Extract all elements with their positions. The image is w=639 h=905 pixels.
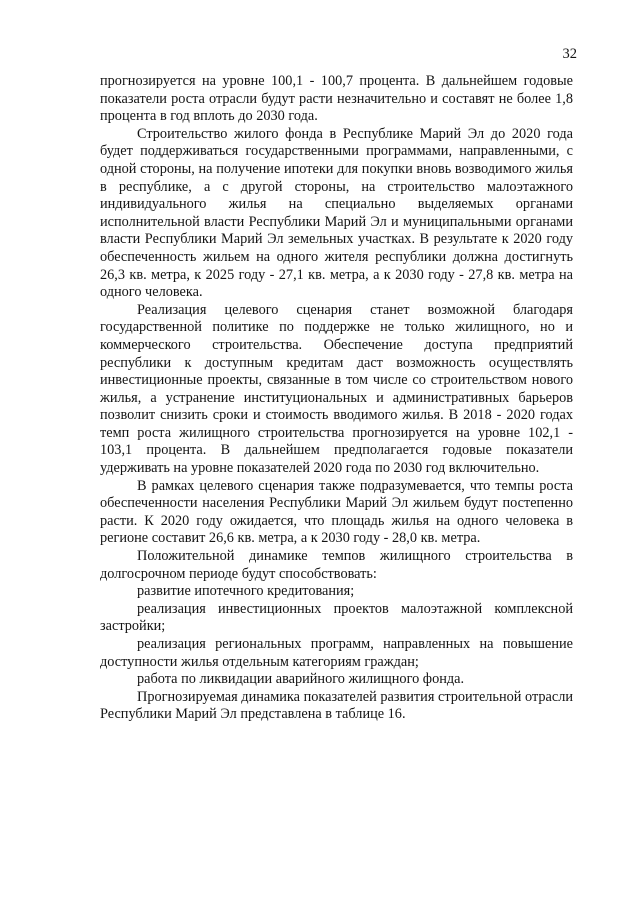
document-body [100, 73, 573, 724]
list-item-emergency-housing: работа по ликвидации аварийного жилищного фонда. [137, 671, 465, 688]
list-item-investment-projects: реализация инвестиционных проектов малоэтажной комплексной застройки; [100, 600, 573, 635]
paragraph-closing: Прогнозируемая динамика показателей развития строительной отрасли Республики Марий Эл представлена в таблице 16. [100, 688, 573, 723]
paragraph-target-scenario: Реализация целевого сценария станет возможной благодаря государственной политике по поддержке не только жилищного, но и коммерческого строительства. Обеспечение доступа предприятий республики к доступным кредитам даст возможность осуществлять инвестиционные проекты, связанные в том числе со строительством нового жилья, а устранение институциональных и административных барьеров позволит снизить сроки и стоимость вводимого жилья. В 2018 - 2020 годах темп роста жилищного строительства прогнозируется на уровне 102,1 - 103,1 процента. В дальнейшем предполагается годовые показатели удерживать на уровне показателей 2020 года по 2030 год включительно. [100, 301, 573, 477]
list-item-regional-programs: реализация региональных программ, направленных на повышение доступности жилья отдельным категориям граждан; [100, 636, 573, 670]
paragraph-continuation: прогнозируется на уровне 100,1 - 100,7 процента. В дальнейшем годовые показатели роста отрасли будут расти незначительно и составят не более 1,8 процента в год вплоть до 2030 года. [100, 73, 573, 125]
paragraph-housing-provision: В рамках целевого сценария также подразумевается, что темпы роста обеспеченности населения Республики Марий Эл жильем будут постепенно расти. К 2020 году ожидается, что площадь жилья на одного человека в регионе составит 26,6 кв. метра, а к 2030 году - 28,0 кв. метра. [100, 477, 573, 547]
list-item-mortgage: развитие ипотечного кредитования; [137, 583, 355, 600]
paragraph-housing-construction: Строительство жилого фонда в Республике Марий Эл до 2020 года будет поддерживаться государственными программами, направленными, с одной стороны, на получение ипотеки для покупки вновь возводимого жилья в республике, а с другой стороны, на строительство малоэтажного индивидуального жилья на специально выделяемых органами исполнительной власти Республики Марий Эл и муниципальными органами власти Республики Марий Эл земельных участках. В результате к 2020 году обеспеченность жильем на одного жителя республики должна достигнуть 26,3 кв. метра, к 2025 году - 27,1 кв. метра, а к 2030 году - 27,8 кв. метра на одного человека. [100, 125, 573, 301]
page-number: 32 [562, 46, 577, 62]
paragraph-positive-dynamics: Положительной динамике темпов жилищного строительства в долгосрочном периоде будут способствовать: [100, 548, 573, 582]
